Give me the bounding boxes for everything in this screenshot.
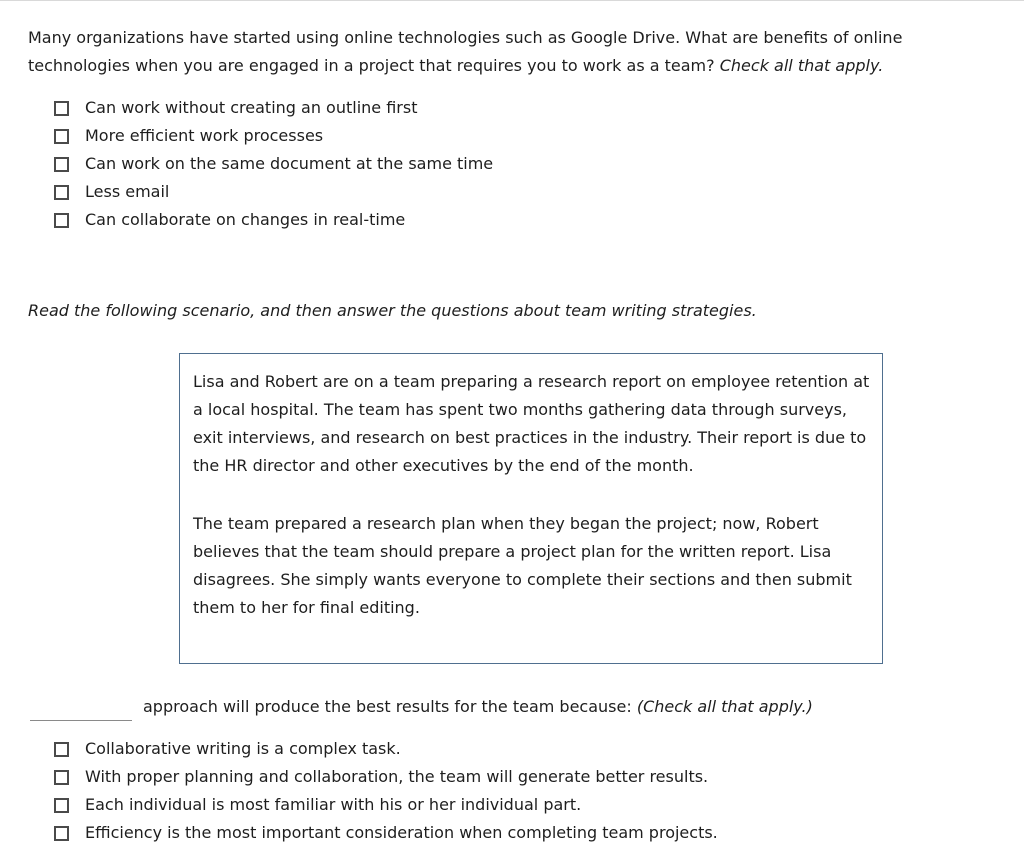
option-efficiency[interactable]	[54, 819, 718, 847]
scenario-paragraph-2: The team prepared a research plan when they began the project; now, Robert believes that the team should prepare a project plan for the written report. Lisa disagrees. She simply wants everyone to complete their sections and then submit them to her for final editing.	[193, 514, 852, 617]
option-complex-task[interactable]	[54, 735, 718, 763]
checkbox[interactable]	[54, 157, 69, 172]
checkbox[interactable]	[54, 798, 69, 813]
question-1-text: Many organizations have started using online technologies such as Google Drive. What are benefits of online technologies when you are engaged in a project that requires you to work as a team?	[28, 28, 903, 75]
option-label: Collaborative writing is a complex task.	[85, 739, 401, 758]
option-label: Less email	[85, 182, 170, 201]
approach-blank-input[interactable]	[30, 700, 132, 721]
checkbox[interactable]	[54, 185, 69, 200]
option-real-time[interactable]	[54, 206, 493, 234]
option-label: Can work on the same document at the same time	[85, 154, 494, 173]
question-2-options	[54, 735, 718, 847]
checkbox[interactable]	[54, 770, 69, 785]
option-proper-planning[interactable]	[54, 763, 718, 791]
question-2-text: approach will produce the best results for the team because:	[143, 696, 632, 716]
scenario-intro: Read the following scenario, and then answer the questions about team writing strategies.	[28, 301, 757, 320]
checkbox[interactable]	[54, 129, 69, 144]
scenario-paragraph-1: Lisa and Robert are on a team preparing a research report on employee retention at a local hospital. The team has spent two months gathering data through surveys, exit interviews, and research on best practices in the industry. Their report is due to the HR director and other executives by the end of the month.	[193, 372, 870, 475]
question-1-options	[54, 94, 493, 234]
scenario-box	[179, 353, 883, 664]
option-label: Can work without creating an outline first	[85, 98, 418, 117]
option-label: Can collaborate on changes in real-time	[85, 210, 406, 229]
option-label: Efficiency is the most important consideration when completing team projects.	[85, 823, 718, 842]
question-1-prompt	[28, 24, 988, 80]
question-1-instruction: Check all that apply.	[719, 56, 884, 75]
option-label: With proper planning and collaboration, the team will generate better results.	[85, 767, 709, 786]
option-same-document[interactable]	[54, 150, 493, 178]
option-efficient-processes[interactable]	[54, 122, 493, 150]
checkbox[interactable]	[54, 101, 69, 116]
option-less-email[interactable]	[54, 178, 493, 206]
option-individual-part[interactable]	[54, 791, 718, 819]
checkbox[interactable]	[54, 826, 69, 841]
checkbox[interactable]	[54, 742, 69, 757]
option-outline-first[interactable]	[54, 94, 493, 122]
top-divider	[0, 0, 1024, 1]
checkbox[interactable]	[54, 213, 69, 228]
option-label: More efficient work processes	[85, 126, 324, 145]
question-2-prompt	[30, 692, 813, 721]
option-label: Each individual is most familiar with his or her individual part.	[85, 795, 582, 814]
question-2-instruction: (Check all that apply.)	[636, 696, 813, 716]
